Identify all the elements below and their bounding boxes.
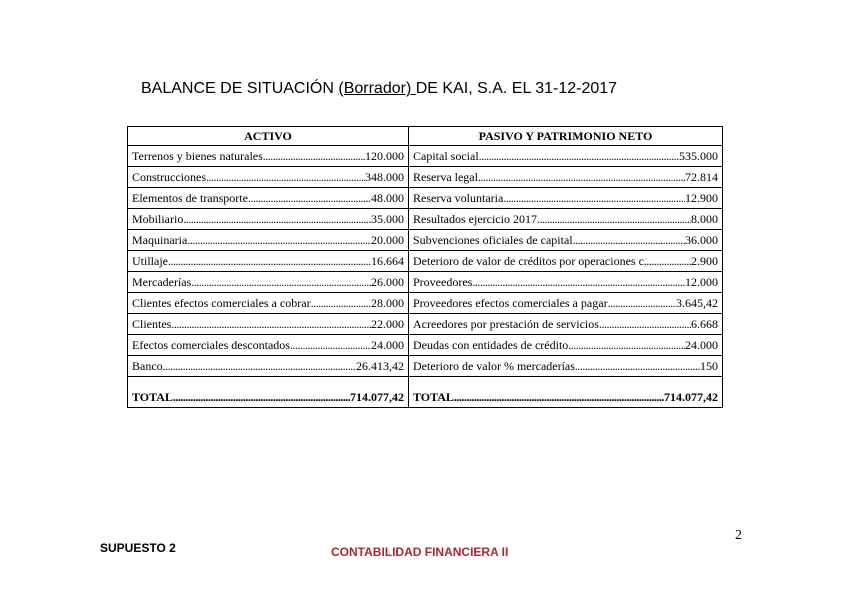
dot-leader bbox=[171, 314, 371, 334]
pasivo-item-value: 150 bbox=[700, 359, 718, 373]
pasivo-cell bbox=[409, 167, 723, 188]
table-row bbox=[128, 167, 723, 188]
activo-item-value: 20.000 bbox=[371, 233, 404, 247]
activo-cell bbox=[128, 356, 409, 377]
title-suffix: DE KAI, S.A. EL 31-12-2017 bbox=[415, 80, 618, 97]
dot-leader bbox=[644, 251, 691, 271]
dot-leader bbox=[191, 272, 371, 292]
pasivo-item-value: 3.645,42 bbox=[676, 296, 718, 310]
pasivo-cell bbox=[409, 251, 723, 272]
dot-leader bbox=[503, 188, 685, 208]
activo-item-label: Mobiliario bbox=[132, 212, 184, 226]
pasivo-item-label: Deterioro de valor % mercaderías bbox=[413, 359, 575, 373]
dot-leader bbox=[187, 230, 371, 250]
pasivo-item-label: Reserva voluntaria bbox=[413, 191, 504, 205]
activo-item-value: 22.000 bbox=[371, 317, 404, 331]
dot-leader bbox=[478, 167, 685, 187]
activo-total-cell bbox=[128, 387, 409, 408]
spacer-row bbox=[128, 377, 723, 388]
pasivo-item-label: Resultados ejercicio 2017 bbox=[413, 212, 537, 226]
pasivo-item-label: Proveedores bbox=[413, 275, 473, 289]
table-row bbox=[128, 293, 723, 314]
activo-item-value: 348.000 bbox=[365, 170, 404, 184]
dot-leader bbox=[163, 356, 356, 376]
pasivo-total-item-label: TOTAL bbox=[413, 390, 454, 404]
pasivo-item-value: 12.900 bbox=[685, 191, 718, 205]
table-row bbox=[128, 356, 723, 377]
pasivo-item-value: 72.814 bbox=[685, 170, 718, 184]
dot-leader bbox=[472, 272, 685, 292]
activo-cell bbox=[128, 209, 409, 230]
pasivo-item-value: 6.668 bbox=[691, 317, 718, 331]
dot-leader bbox=[454, 387, 664, 407]
activo-item-value: 24.000 bbox=[371, 338, 404, 352]
pasivo-cell bbox=[409, 188, 723, 209]
pasivo-item-value: 535.000 bbox=[679, 149, 718, 163]
course-footer: CONTABILIDAD FINANCIERA II bbox=[331, 545, 509, 559]
pasivo-cell bbox=[409, 293, 723, 314]
activo-item-value: 28.000 bbox=[371, 296, 404, 310]
title-prefix: BALANCE DE SITUACIÓN bbox=[141, 80, 339, 97]
pasivo-cell bbox=[409, 230, 723, 251]
activo-item-label: Efectos comerciales descontados bbox=[132, 338, 290, 352]
table-row bbox=[128, 146, 723, 167]
table-row bbox=[128, 230, 723, 251]
table-row bbox=[128, 272, 723, 293]
activo-item-label: Elementos de transporte bbox=[132, 191, 248, 205]
pasivo-cell bbox=[409, 146, 723, 167]
activo-item-value: 120.000 bbox=[365, 149, 404, 163]
spacer-cell bbox=[128, 377, 409, 388]
activo-cell bbox=[128, 335, 409, 356]
pasivo-total-item-value: 714.077,42 bbox=[664, 390, 718, 404]
header-pasivo: PASIVO Y PATRIMONIO NETO bbox=[409, 127, 723, 146]
pasivo-total-cell bbox=[409, 387, 723, 408]
activo-item-value: 16.664 bbox=[371, 254, 404, 268]
table-row bbox=[128, 209, 723, 230]
pasivo-item-label: Acreedores por prestación de servicios bbox=[413, 317, 599, 331]
spacer-cell bbox=[409, 377, 723, 388]
pasivo-item-value: 8.000 bbox=[691, 212, 718, 226]
activo-item-label: Construcciones bbox=[132, 170, 206, 184]
dot-leader bbox=[290, 335, 371, 355]
dot-leader bbox=[311, 293, 371, 313]
activo-item-label: Clientes bbox=[132, 317, 172, 331]
activo-total-item-label: TOTAL bbox=[132, 390, 173, 404]
activo-cell bbox=[128, 251, 409, 272]
dot-leader bbox=[537, 209, 691, 229]
dot-leader bbox=[168, 251, 371, 271]
dot-leader bbox=[173, 387, 350, 407]
dot-leader bbox=[608, 293, 676, 313]
activo-item-value: 26.000 bbox=[371, 275, 404, 289]
table-body bbox=[128, 146, 723, 408]
table-row bbox=[128, 188, 723, 209]
pasivo-item-label: Subvenciones oficiales de capital bbox=[413, 233, 573, 247]
dot-leader bbox=[206, 167, 365, 187]
balance-table bbox=[127, 126, 723, 408]
table-row bbox=[128, 314, 723, 335]
header-activo: ACTIVO bbox=[128, 127, 409, 146]
pasivo-item-label: Deudas con entidades de crédito bbox=[413, 338, 569, 352]
activo-item-label: Banco bbox=[132, 359, 163, 373]
pasivo-cell bbox=[409, 272, 723, 293]
pasivo-cell bbox=[409, 356, 723, 377]
activo-item-label: Utillaje bbox=[132, 254, 168, 268]
supuesto-label: SUPUESTO 2 bbox=[100, 541, 176, 555]
page-number: 2 bbox=[735, 528, 742, 543]
activo-item-value: 48.000 bbox=[371, 191, 404, 205]
activo-cell bbox=[128, 146, 409, 167]
activo-item-label: Terrenos y bienes naturales bbox=[132, 149, 263, 163]
page-title bbox=[141, 80, 617, 98]
total-row bbox=[128, 387, 723, 408]
dot-leader bbox=[568, 335, 685, 355]
activo-cell bbox=[128, 230, 409, 251]
activo-cell bbox=[128, 188, 409, 209]
activo-item-value: 26.413,42 bbox=[356, 359, 404, 373]
activo-cell bbox=[128, 272, 409, 293]
activo-item-label: Maquinaria bbox=[132, 233, 188, 247]
pasivo-item-label: Deterioro de valor de créditos por operaciones c bbox=[413, 254, 644, 268]
pasivo-item-label: Reserva legal bbox=[413, 170, 478, 184]
pasivo-item-label: Capital social bbox=[413, 149, 479, 163]
dot-leader bbox=[575, 356, 700, 376]
title-draft-label: (Borrador) bbox=[338, 80, 416, 97]
activo-item-value: 35.000 bbox=[371, 212, 404, 226]
dot-leader bbox=[183, 209, 371, 229]
dot-leader bbox=[248, 188, 371, 208]
pasivo-item-value: 24.000 bbox=[685, 338, 718, 352]
activo-total-item-value: 714.077,42 bbox=[350, 390, 404, 404]
dot-leader bbox=[479, 146, 679, 166]
table-row bbox=[128, 335, 723, 356]
activo-cell bbox=[128, 314, 409, 335]
pasivo-cell bbox=[409, 335, 723, 356]
table-header-row bbox=[128, 127, 723, 146]
activo-cell bbox=[128, 167, 409, 188]
dot-leader bbox=[263, 146, 365, 166]
pasivo-cell bbox=[409, 209, 723, 230]
activo-cell bbox=[128, 293, 409, 314]
pasivo-cell bbox=[409, 314, 723, 335]
activo-item-label: Clientes efectos comerciales a cobrar bbox=[132, 296, 311, 310]
pasivo-item-value: 2.900 bbox=[691, 254, 718, 268]
activo-item-label: Mercaderías bbox=[132, 275, 192, 289]
dot-leader bbox=[599, 314, 691, 334]
table-row bbox=[128, 251, 723, 272]
dot-leader bbox=[573, 230, 685, 250]
pasivo-item-label: Proveedores efectos comerciales a pagar bbox=[413, 296, 608, 310]
pasivo-item-value: 12.000 bbox=[685, 275, 718, 289]
pasivo-item-value: 36.000 bbox=[685, 233, 718, 247]
